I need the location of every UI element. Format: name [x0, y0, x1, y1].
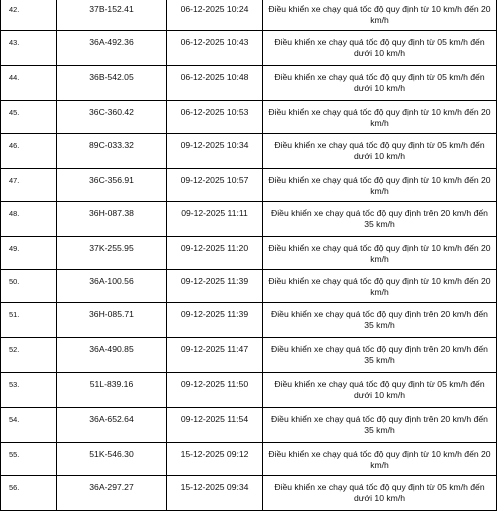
violation-description: Điều khiển xe chạy quá tốc độ quy định từ 10 km/h đến 20 km/h: [263, 169, 497, 202]
violation-time: 09-12-2025 11:39: [167, 303, 263, 338]
violation-description: Điều khiển xe chạy quá tốc độ quy định từ 05 km/h đến dưới 10 km/h: [263, 31, 497, 66]
violation-description: Điều khiển xe chạy quá tốc độ quy định trên 20 km/h đến 35 km/h: [263, 303, 497, 338]
row-index: 51.: [1, 303, 57, 338]
table-row: [1, 202, 497, 237]
row-index: 56.: [1, 476, 57, 511]
violation-time: 09-12-2025 11:11: [167, 202, 263, 237]
table-row: [1, 169, 497, 202]
violation-time: 09-12-2025 11:47: [167, 338, 263, 373]
violation-description: Điều khiển xe chạy quá tốc độ quy định từ 05 km/h đến dưới 10 km/h: [263, 476, 497, 511]
license-plate: 36H-087.38: [57, 202, 167, 237]
violation-time: 15-12-2025 09:34: [167, 476, 263, 511]
row-index: 44.: [1, 66, 57, 101]
table-row: [1, 408, 497, 443]
license-plate: 36C-360.42: [57, 101, 167, 134]
violation-time: 15-12-2025 09:12: [167, 443, 263, 476]
license-plate: 36H-085.71: [57, 303, 167, 338]
license-plate: 36A-490.85: [57, 338, 167, 373]
table-row: [1, 303, 497, 338]
license-plate: 36A-492.36: [57, 31, 167, 66]
row-index: 52.: [1, 338, 57, 373]
table-row: [1, 134, 497, 169]
license-plate: 89C-033.32: [57, 134, 167, 169]
license-plate: 36A-297.27: [57, 476, 167, 511]
violation-description: Điều khiển xe chạy quá tốc độ quy định từ 10 km/h đến 20 km/h: [263, 443, 497, 476]
table-row: [1, 443, 497, 476]
row-index: 45.: [1, 101, 57, 134]
row-index: 49.: [1, 237, 57, 270]
row-index: 53.: [1, 373, 57, 408]
violation-description: Điều khiển xe chạy quá tốc độ quy định từ 05 km/h đến dưới 10 km/h: [263, 66, 497, 101]
violation-time: 06-12-2025 10:24: [167, 0, 263, 31]
violation-description: Điều khiển xe chạy quá tốc độ quy định từ 10 km/h đến 20 km/h: [263, 101, 497, 134]
table-row: [1, 270, 497, 303]
license-plate: 37K-255.95: [57, 237, 167, 270]
violation-time: 09-12-2025 11:20: [167, 237, 263, 270]
row-index: 46.: [1, 134, 57, 169]
license-plate: 36B-542.05: [57, 66, 167, 101]
violation-description: Điều khiển xe chạy quá tốc độ quy định trên 20 km/h đến 35 km/h: [263, 202, 497, 237]
violation-time: 09-12-2025 11:54: [167, 408, 263, 443]
row-index: 50.: [1, 270, 57, 303]
violation-time: 06-12-2025 10:43: [167, 31, 263, 66]
license-plate: 36C-356.91: [57, 169, 167, 202]
license-plate: 51K-546.30: [57, 443, 167, 476]
violation-time: 09-12-2025 10:34: [167, 134, 263, 169]
violation-time: 09-12-2025 11:39: [167, 270, 263, 303]
table-row: [1, 373, 497, 408]
violation-description: Điều khiển xe chạy quá tốc độ quy định từ 05 km/h đến dưới 10 km/h: [263, 134, 497, 169]
violations-table-body: [1, 0, 497, 511]
license-plate: 51L-839.16: [57, 373, 167, 408]
row-index: 55.: [1, 443, 57, 476]
table-row: [1, 476, 497, 511]
violation-description: Điều khiển xe chạy quá tốc độ quy định trên 20 km/h đến 35 km/h: [263, 408, 497, 443]
license-plate: 36A-652.64: [57, 408, 167, 443]
table-row: [1, 338, 497, 373]
violation-description: Điều khiển xe chạy quá tốc độ quy định từ 10 km/h đến 20 km/h: [263, 0, 497, 31]
violation-description: Điều khiển xe chạy quá tốc độ quy định trên 20 km/h đến 35 km/h: [263, 338, 497, 373]
violation-description: Điều khiển xe chạy quá tốc độ quy định từ 10 km/h đến 20 km/h: [263, 237, 497, 270]
row-index: 47.: [1, 169, 57, 202]
violation-time: 09-12-2025 10:57: [167, 169, 263, 202]
license-plate: 37B-152.41: [57, 0, 167, 31]
table-row: [1, 31, 497, 66]
row-index: 42.: [1, 0, 57, 31]
row-index: 48.: [1, 202, 57, 237]
table-row: [1, 66, 497, 101]
license-plate: 36A-100.56: [57, 270, 167, 303]
row-index: 54.: [1, 408, 57, 443]
table-row: [1, 0, 497, 31]
table-row: [1, 101, 497, 134]
violation-description: Điều khiển xe chạy quá tốc độ quy định từ 10 km/h đến 20 km/h: [263, 270, 497, 303]
violation-time: 09-12-2025 11:50: [167, 373, 263, 408]
violation-time: 06-12-2025 10:53: [167, 101, 263, 134]
table-row: [1, 237, 497, 270]
violation-time: 06-12-2025 10:48: [167, 66, 263, 101]
violation-description: Điều khiển xe chạy quá tốc độ quy định từ 05 km/h đến dưới 10 km/h: [263, 373, 497, 408]
row-index: 43.: [1, 31, 57, 66]
